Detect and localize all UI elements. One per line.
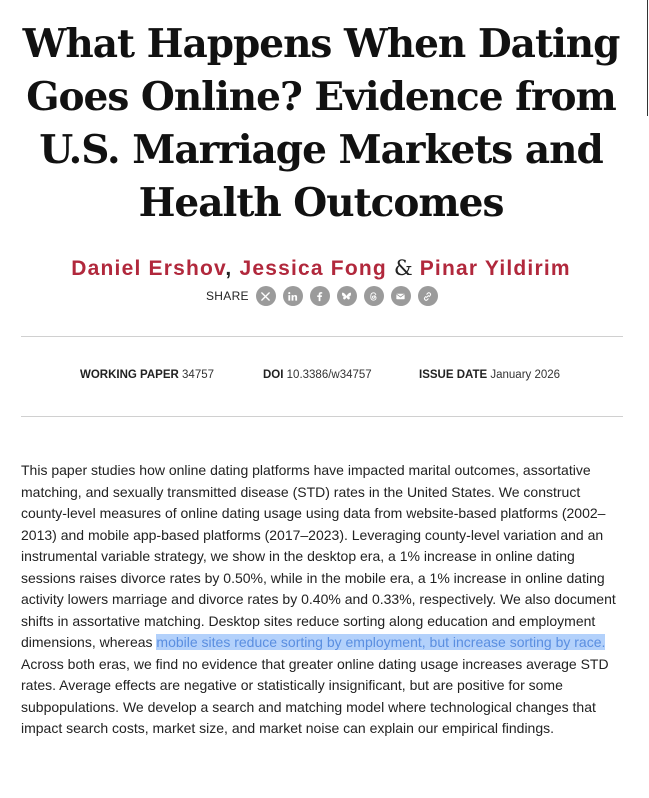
author-list — [0, 256, 642, 281]
paper-title: What Happens When Dating Goes Online? Evidence from U.S. Marriage Markets and Health Outcomes — [22, 21, 620, 226]
link-icon[interactable] — [418, 286, 438, 306]
scroll-edge-line — [647, 0, 648, 116]
abstract-text[interactable] — [21, 460, 625, 740]
working-paper-number: 34757 — [182, 369, 215, 381]
bluesky-icon[interactable] — [337, 286, 357, 306]
threads-icon[interactable] — [364, 286, 384, 306]
share-label: SHARE — [206, 289, 249, 303]
doi-value[interactable]: 10.3386/w34757 — [286, 369, 372, 381]
x-icon[interactable] — [256, 286, 276, 306]
author-link-fong[interactable]: Jessica Fong — [239, 257, 387, 280]
author-ampersand: & — [393, 256, 413, 280]
meta-top-divider — [21, 336, 623, 337]
linkedin-icon[interactable] — [283, 286, 303, 306]
working-paper-label: WORKING PAPER — [80, 369, 179, 381]
abstract-part-1: This paper studies how online dating platforms have impacted marital outcomes, assortative matching, and sexually transmitted disease (STD) rates in the United States. We construct county-level measures of online dating usage using data from website-based platforms (2002–2013) and mobile app-based platforms (2017–2023). Leveraging county-level variation and an instrumental variable strategy, we show in the desktop era, a 1% increase in online dating sessions raises divorce rates by 0.50%, while in the mobile era, a 1% increase in online dating activity lowers marriage and divorce rates by 0.40% and 0.33%, respectively. We also document shifts in assortative matching. Desktop sites reduce sorting along education and employment dimensions, whereas — [21, 462, 616, 650]
issue-date-value: January 2026 — [490, 369, 561, 381]
meta-bottom-divider — [21, 416, 623, 417]
working-paper-meta — [80, 369, 214, 381]
share-bar — [206, 284, 445, 308]
abstract-selection-highlight[interactable]: mobile sites reduce sorting by employment, but increase sorting by race. — [156, 634, 606, 650]
issue-date-label: ISSUE DATE — [419, 369, 488, 381]
abstract-part-2: Across both eras, we find no evidence that greater online dating usage increases average STD rates. Average effects are negative or statistically insignificant, but are positive for some subpopulations. We develop a search and matching model where technological changes that impact search costs, market size, and market noise can explain our empirical findings. — [21, 655, 609, 736]
doi-label: DOI — [263, 369, 284, 381]
author-separator: , — [225, 257, 233, 280]
author-link-yildirim[interactable]: Pinar Yildirim — [419, 257, 571, 280]
doi-meta — [263, 369, 372, 381]
author-link-ershov[interactable]: Daniel Ershov — [71, 257, 226, 280]
issue-date-meta — [419, 369, 560, 381]
facebook-icon[interactable] — [310, 286, 330, 306]
email-icon[interactable] — [391, 286, 411, 306]
